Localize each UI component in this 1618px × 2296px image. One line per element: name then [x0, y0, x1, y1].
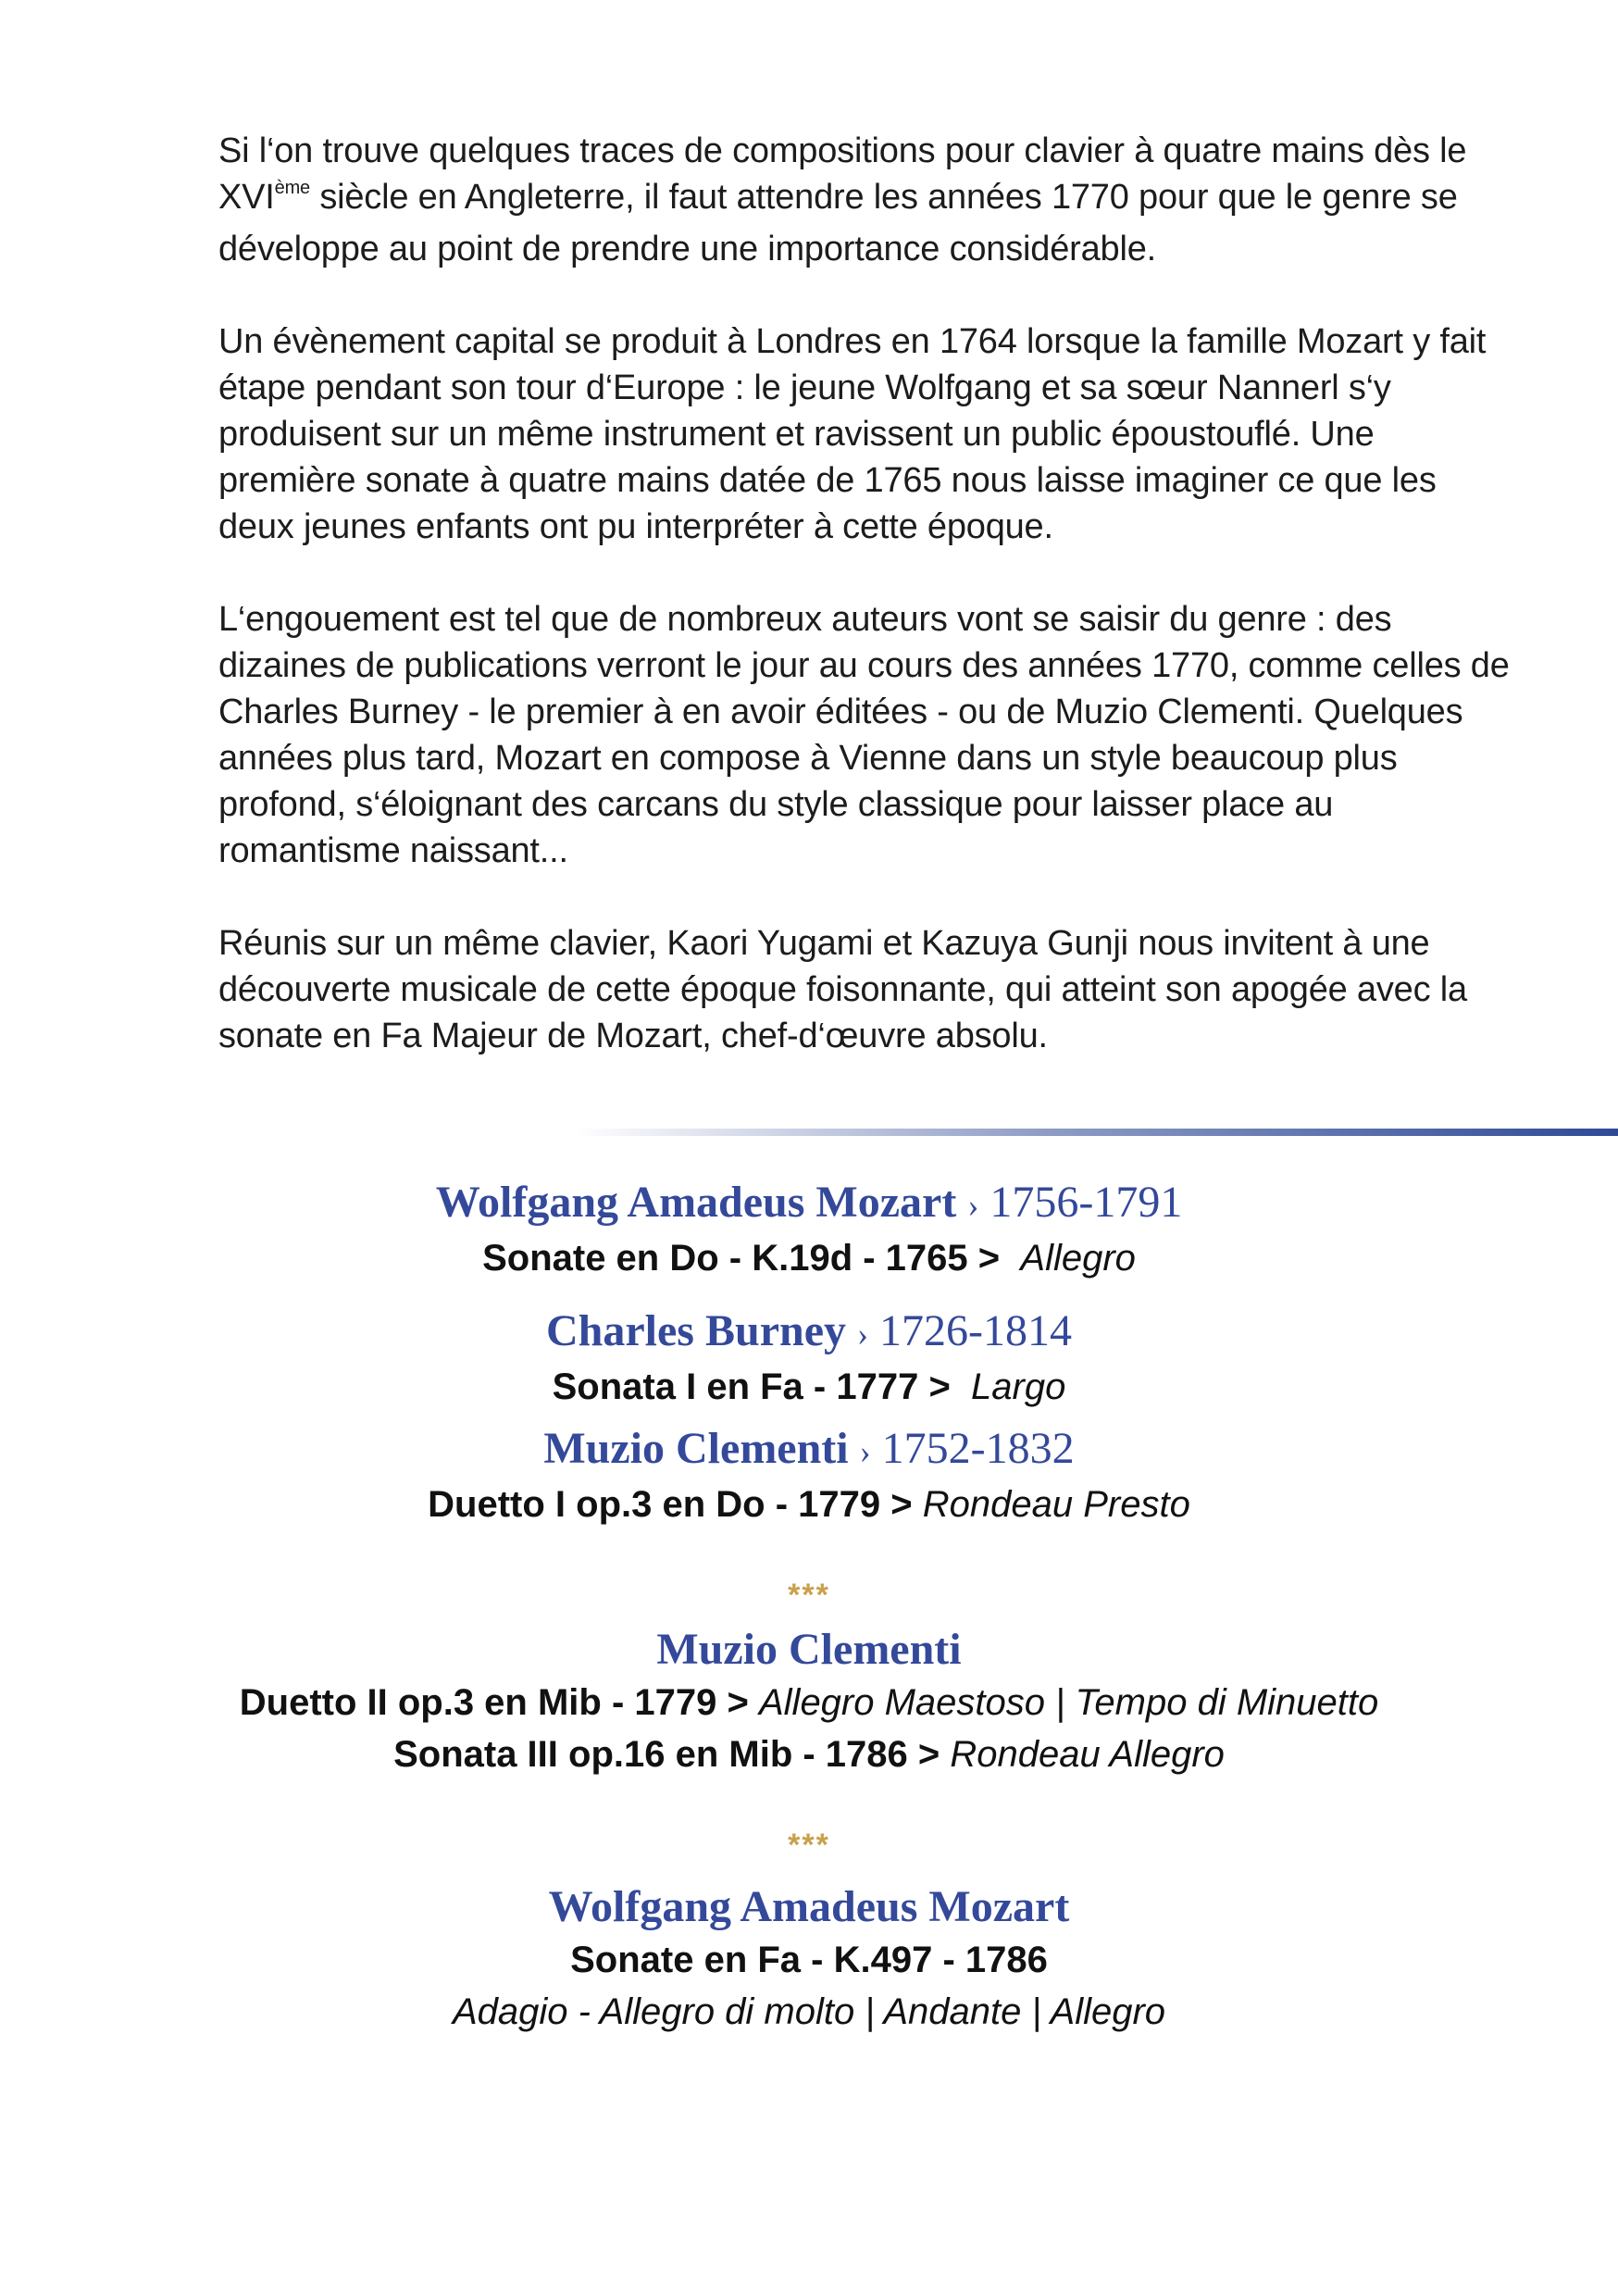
- section-stars-2: ***: [788, 1828, 830, 1863]
- composer-heading: Charles Burney › 1726-1814: [546, 1306, 1072, 1355]
- work-line: Duetto I op.3 en Do - 1779 > Rondeau Presto: [428, 1484, 1190, 1525]
- composer-heading: Muzio Clementi: [656, 1625, 962, 1674]
- concert-program: [0, 1176, 1618, 2038]
- work-line: Sonate en Do - K.19d - 1765 > Allegro: [482, 1238, 1136, 1279]
- intro-paragraph-4: Réunis sur un même clavier, Kaori Yugami et Kazuya Gunji nous invitent à une découverte musicale de cette époque foisonnante, qui atteint son apogée avec la sonate en Fa Majeur de Mozart, chef-d‘œuvre absolu.: [218, 924, 1467, 1055]
- intro-text: [218, 128, 1514, 1105]
- section-stars-1: ***: [788, 1578, 830, 1613]
- intro-paragraph-3: L‘engouement est tel que de nombreux auteurs vont se saisir du genre : des dizaines de publications verront le jour au cours des années 1770, comme celles de Charles Burney - le premier à en avoir éditées - ou de Muzio Clementi. Quelques années plus tard, Mozart en compose à Vienne dans un style beaucoup plus profond, s‘éloignant des carcans du style classique pour laisser place au romantisme naissant...: [218, 600, 1510, 870]
- gradient-divider: [574, 1129, 1618, 1136]
- work-line: Duetto II op.3 en Mib - 1779 > Allegro Maestoso | Tempo di Minuetto: [239, 1682, 1379, 1723]
- composer-heading: Wolfgang Amadeus Mozart: [548, 1882, 1070, 1931]
- program-entry-mozart-2: [0, 1880, 1618, 2038]
- work-line: Sonata III op.16 en Mib - 1786 > Rondeau Allegro: [393, 1734, 1225, 1775]
- intro-paragraph-1: Si l‘on trouve quelques traces de compositions pour clavier à quatre mains dès le XVIème siècle en Angleterre, il faut attendre les années 1770 pour que le genre se développe au point de prendre une importance considérable.: [218, 131, 1467, 268]
- composer-heading: Wolfgang Amadeus Mozart › 1756-1791: [435, 1178, 1183, 1227]
- work-line: Sonata I en Fa - 1777 > Largo: [552, 1366, 1066, 1407]
- movements-line: Adagio - Allegro di molto | Andante | Allegro: [452, 1991, 1166, 2032]
- program-entry-mozart-1: [0, 1176, 1618, 1284]
- superscript-eme: ème: [274, 178, 310, 198]
- work-line: Sonate en Fa - K.497 - 1786: [570, 1940, 1048, 1980]
- intro-paragraph-2: Un évènement capital se produit à Londres en 1764 lorsque la famille Mozart y fait étape pendant son tour d‘Europe : le jeune Wolfgang et sa sœur Nannerl s‘y produisent sur un même instrument et ravissent un public époustouflé. Une première sonate à quatre mains datée de 1765 nous laisse imaginer ce que les deux jeunes enfants ont pu interpréter à cette époque.: [218, 322, 1487, 546]
- composer-heading: Muzio Clementi › 1752-1832: [543, 1424, 1075, 1473]
- program-entry-burney: [0, 1304, 1618, 1413]
- program-entry-clementi-2: [0, 1623, 1618, 1780]
- program-entry-clementi-1: [0, 1422, 1618, 1530]
